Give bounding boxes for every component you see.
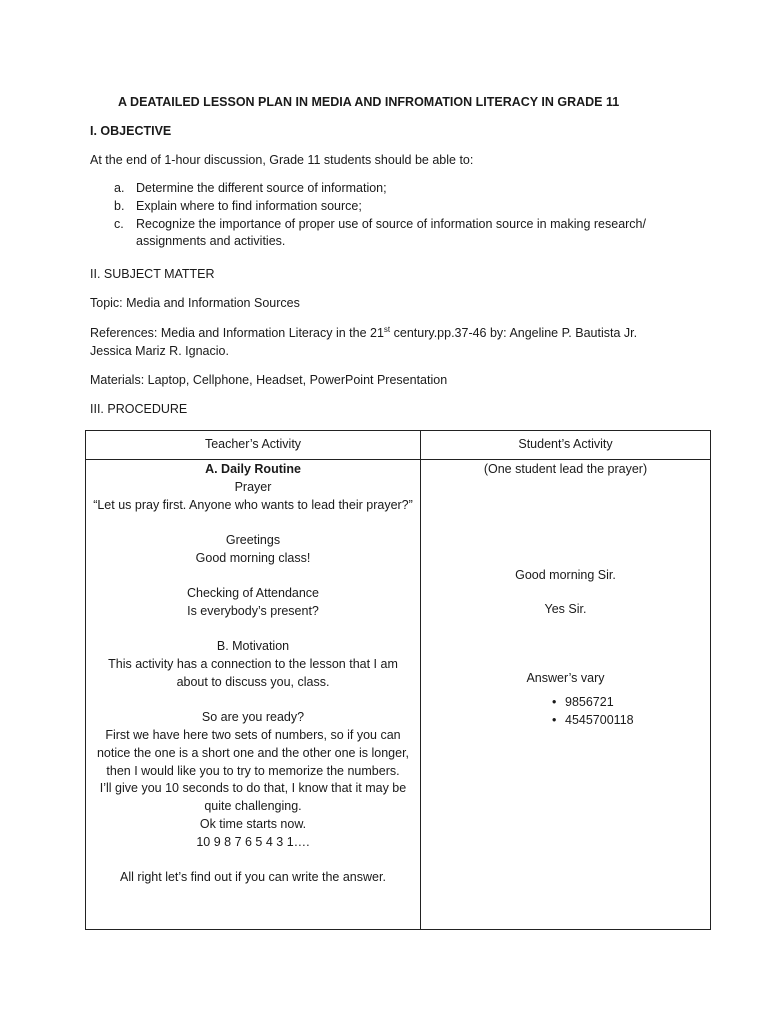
numbers-text: First we have here two sets of numbers, so if you can notice the one is a short one and the other one is longer, then I would like you to try to memorize the numbers.	[96, 728, 410, 778]
greetings-label: Greetings	[225, 532, 281, 547]
objective-item	[90, 180, 690, 198]
references-text-cont: century.pp.37-46 by: Angeline P. Bautista Jr.	[390, 326, 638, 341]
table-header-row	[86, 431, 711, 460]
student-activity-header: Student’s Activity	[421, 431, 711, 460]
list-marker: a.	[114, 181, 125, 195]
objective-heading: I. OBJECTIVE	[90, 124, 172, 138]
motivation-heading: B. Motivation	[216, 639, 290, 654]
table-row	[86, 460, 711, 930]
objective-list	[90, 180, 690, 251]
list-marker: c.	[114, 216, 124, 231]
objective-text: Recognize the importance of proper use of source of information source in making research/ assignments and activities.	[136, 216, 646, 249]
subject-matter-heading: II. SUBJECT MATTER	[90, 267, 215, 281]
teacher-activity-cell	[86, 460, 421, 930]
attendance-text: Is everybody’s present?	[187, 603, 319, 618]
objective-item	[90, 198, 690, 216]
prayer-response: (One student lead the prayer)	[483, 462, 648, 476]
list-item	[427, 694, 704, 712]
motivation-text: This activity has a connection to the lesson that I am about to discuss you, class.	[108, 657, 398, 689]
objective-text: Explain where to find information source;	[136, 198, 362, 213]
objective-intro: At the end of 1-hour discussion, Grade 11 students should be able to:	[90, 153, 474, 167]
prayer-text: “Let us pray first. Anyone who wants to lead their prayer?”	[93, 497, 413, 512]
time-starts-text: Ok time starts now.	[199, 816, 307, 831]
references-text: References: Media and Information Literacy in the 21	[90, 326, 384, 341]
procedure-heading: III. PROCEDURE	[90, 402, 188, 416]
references	[90, 324, 690, 361]
find-out-text: All right let’s find out if you can write the answer.	[120, 869, 386, 884]
answer-value: 4545700118	[565, 712, 634, 727]
teacher-activity-header: Teacher’s Activity	[86, 431, 421, 460]
student-activity-cell	[421, 460, 711, 930]
seconds-text: I’ll give you 10 seconds to do that, I know that it may be quite challenging.	[99, 781, 407, 813]
document-title: A DEATAILED LESSON PLAN IN MEDIA AND INFROMATION LITERACY IN GRADE 11	[118, 95, 620, 109]
topic-line: Topic: Media and Information Sources	[90, 296, 300, 310]
attendance-response: Yes Sir.	[544, 601, 587, 616]
prayer-label: Prayer	[234, 479, 272, 494]
materials-line: Materials: Laptop, Cellphone, Headset, PowerPoint Presentation	[90, 373, 448, 387]
attendance-label: Checking of Attendance	[186, 586, 320, 601]
greeting-response: Good morning Sir.	[515, 567, 616, 582]
answer-value: 9856721	[565, 695, 614, 709]
objective-text: Determine the different source of information;	[136, 181, 387, 195]
list-item	[427, 712, 704, 730]
procedure-table	[85, 430, 711, 930]
references-superscript: st	[383, 325, 391, 334]
countdown-text: 10 9 8 7 6 5 4 3 1….	[196, 834, 310, 849]
list-marker: b.	[114, 198, 125, 213]
greetings-text: Good morning class!	[195, 550, 311, 565]
daily-routine-heading: A. Daily Routine	[205, 462, 301, 476]
references-line2: Jessica Mariz R. Ignacio.	[90, 343, 229, 358]
answers-vary: Answer’s vary	[526, 671, 605, 686]
ready-text: So are you ready?	[201, 710, 305, 725]
answer-list	[427, 694, 704, 730]
objective-item	[90, 216, 690, 252]
